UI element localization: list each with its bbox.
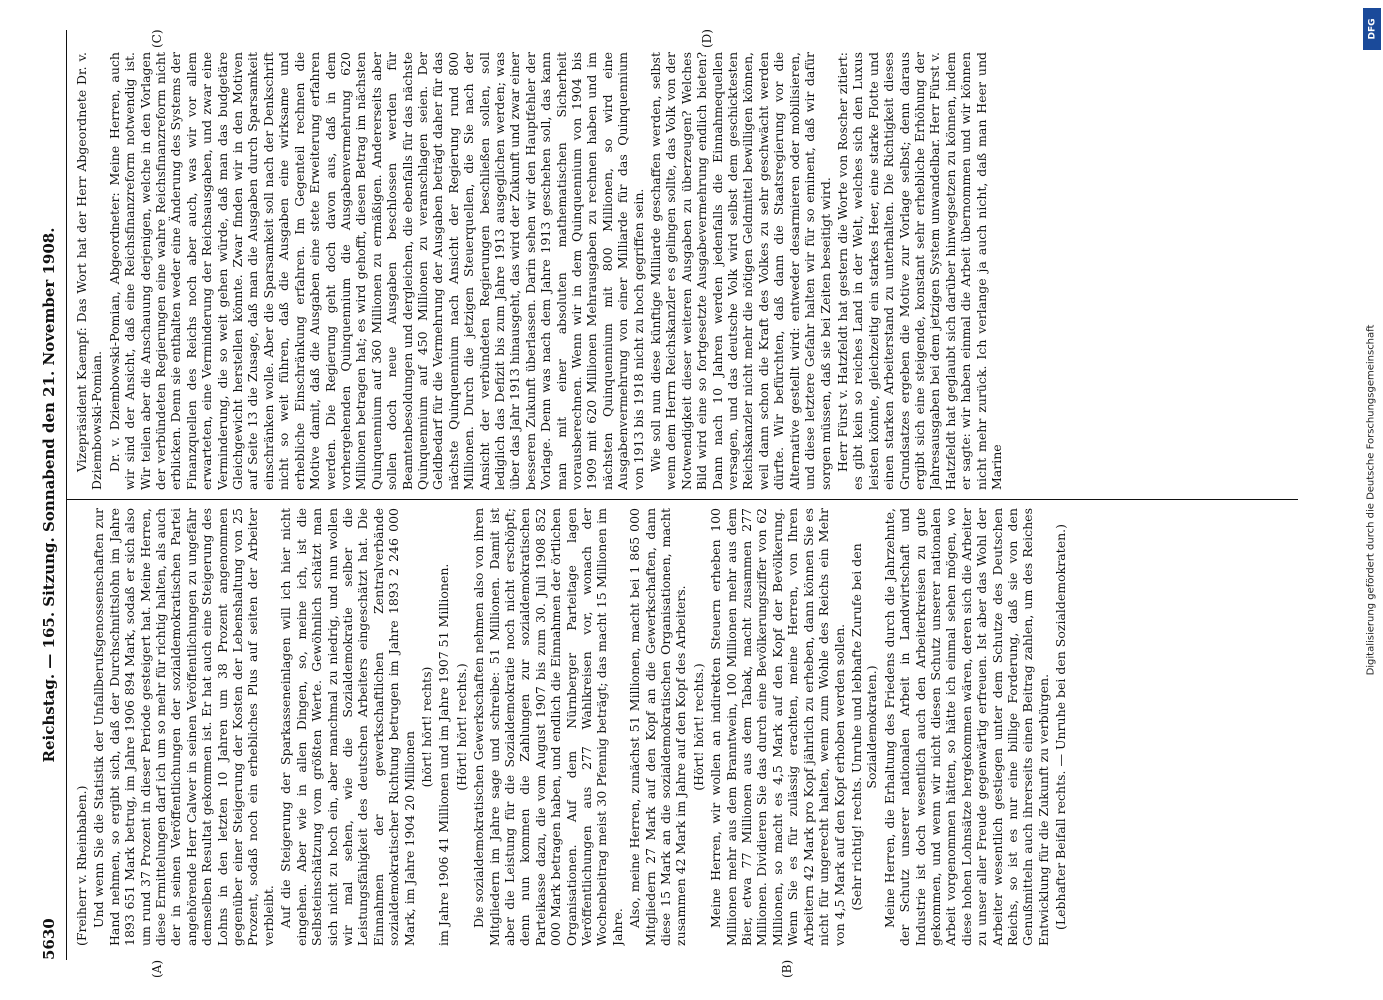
page-number: 5630 (40, 918, 58, 960)
header-rule (66, 30, 67, 960)
speaker-announcement: Vizepräsident Kaempf: Das Wort hat der Herr Abgeordnete Dr. v. Dziembowski-Pomian. (74, 52, 105, 490)
page-header (40, 30, 64, 960)
paragraph: Dr. v. Dziembowski-Pomian, Abgeordneter: Meine Herren, auch wir sind der Ansicht, daß eine Reichsfinanzreform notwendig ist. Wir teilen aber die Anschauung derjenigen, welche in den Vorlagen der verbündeten Regierungen eine wahre Reichsfinanzreform nicht erblicken. Denn sie enthalten weder eine Änderung des Systems der Finanzquellen des Reichs noch aber auch, was wir vor allem erwarteten, eine Verminderung der Reichsausgaben, und zwar eine Verminderung, die so weit gehen würde, daß man das budgetäre Gleichgewicht herstellen könnte. Zwar finden wir in den Motiven auf Seite 13 die Zusage, daß man die Ausgaben durch Sparsamkeit einschränken wolle. Aber die Sparsamkeit soll nach der Denkschrift nicht so weit führen, daß die Ausgaben eine wirksame und erhebliche Einschränkung erfahren. Im Gegenteil rechnen die Motive damit, daß die Ausgaben eine stete Erweiterung erfahren werden. Die Regierung geht doch davon aus, daß in dem vorhergehenden Quinquennium die Ausgabenvermehrung 620 Millionen betragen hat; es wird gehofft, diesen Betrag im nächsten Quinquennium auf 360 Millionen zu ermäßigen. Andererseits aber sollen doch neue Ausgaben beschlossen werden für Beamtenbesoldungen und dergleichen, die ebenfalls für das nächste Quinquennium auf 450 Millionen zu veranschlagen seien. Der Geldbedarf für die Vermehrung der Ausgaben beträgt daher für das nächste Quinquennium nach Ansicht der Regierung rund 800 Millionen. Durch die jetzigen Steuerquellen, die Sie nach der Ansicht der verbündeten Regierungen beschließen sollen, soll lediglich das Defizit bis zum Jahre 1913 ausgeglichen werden; was über das Jahr 1913 hinausgeht, das wird der Zukunft und zwar einer besseren Zukunft überlassen. Darin sehen wir den Hauptfehler der Vorlage. Denn was nach dem Jahre 1913 geschehen soll, das kann man mit einer absoluten mathematischen Sicherheit vorausberechnen. Wenn wir in dem Quinquennium von 1904 bis 1909 mit 620 Millionen Mehrausgaben zu rechnen haben und im nächsten Quinquennium mit 800 Millionen, so wird eine Ausgabenvermehrung von einer Milliarde für das Quinquennium von 1913 bis 1918 nicht zu hoch gegriffen sein. (106, 52, 646, 490)
paragraph: Herr Fürst v. Hatzfeldt hat gestern die Worte von Roscher zitiert: es gibt kein so reiches Land in der Welt, welches sich den Luxus leisten könnte, gleichzeitig ein starkes Heer, eine starke Flotte und einen starken Arbeiterstand zu unterhalten. Die Richtigkeit dieses Grundsatzes ergeben die Motive zur Vorlage selbst; denn daraus ergibt sich eine steigende, konstant sehr erhebliche Erhöhung der Jahresausgaben bei dem jetzigen System unwandelbar. Herr Fürst v. Hatzfeldt hat geglaubt sich darüber hinwegsetzen zu können, indem er sagte: wir haben einmal die Arbeit übernommen und wir können nicht mehr zurück. Ich verlange ja auch nicht, daß man Heer und Marine (834, 52, 1004, 490)
interjection: (Lebhafter Beifall rechts. — Unruhe bei den Sozialdemokraten.) (1053, 523, 1069, 931)
paragraph: Meine Herren, wir wollen an indirekten Steuern erheben 100 Millionen mehr aus dem Branntwein, 100 Millionen mehr aus dem Bier, etwa 77 Millionen aus dem Tabak, macht zusammen 277 Millionen. Dividieren Sie das durch eine Bevölkerungsziffer von 62 Millionen, so macht es 4,5 Mark auf den Kopf der Bevölkerung. Wenn Sie es für zulässig erachten, meine Herren, von Ihren Arbeitern 42 Mark pro Kopf jährlich zu erheben, dann können Sie es nicht für ungerecht halten, wenn zum Wohle des Reichs ein Mehr von 4,5 Mark auf den Kopf erhoben werden sollen. (708, 508, 847, 946)
margin-mark-b: (B) (780, 959, 794, 978)
paragraph: Auf die Steigerung der Sparkasseneinlagen will ich hier nicht eingehen. Aber wie in allen Dingen, so, meine ich, ist die Selbsteinschätzung vom größten Werte. Gewöhnlich schätzt man sich nicht zu hoch ein, aber manchmal zu niedrig, und nun wollen wir mal sehen, wie die Sozialdemokratie selber die Leistungsfähigkeit des deutschen Arbeiters eingeschätzt hat. Die Einnahmen der gewerkschaftlichen Zentralverbände sozialdemokratischer Richtung betrugen im Jahre 1893 2 246 000 Mark, im Jahre 1904 20 Millionen (278, 508, 417, 946)
speaker-continuation: (Freiherr v. Rheinbaben.) (74, 785, 89, 946)
paragraph: Wie soll nun diese künftige Milliarde geschaffen werden, selbst wenn dem Herrn Reichskanzler es gelingen sollte, das Volk von der Notwendigkeit dieser weiteren Ausgaben zu überzeugen? Welches Bild wird eine so fortgesetzte Ausgabevermehrung endlich bieten? Dann nach 10 Jahren werden jedenfalls die Einnahmequellen versagen, und das deutsche Volk wird selbst dem geschicktesten Reichskanzler nicht mehr die nötigen Geldmittel bewilligen können, weil dann schon die Kraft des Volkes zu sehr geschwächt werden dürfte. Wir befürchten, daß dann die Staatsregierung vor die Alternative gestellt wird: entweder desarmieren oder mobilisieren, und diese letztere Gefahr halten wir für so eminent, daß wir dafür sorgen müssen, daß sie bei Zeiten beseitigt wird. (648, 52, 833, 490)
margin-mark-c: (C) (150, 29, 164, 48)
header-title: Reichstag. — 165. Sitzung. Sonnabend den 21. November 1908. (40, 227, 58, 763)
right-column (74, 52, 1294, 490)
interjection: (hört! hört! rechts) (418, 666, 434, 788)
digitization-note: Digitalisierung gefördert durch die Deutsche Forschungsgemeinschaft (1365, 324, 1377, 676)
margin-mark-a: (A) (150, 959, 164, 978)
left-column (74, 508, 1294, 946)
paragraph: im Jahre 1906 41 Millionen und im Jahre 1907 51 Millionen. (436, 563, 452, 946)
margin-mark-d: (D) (700, 29, 714, 48)
interjection: (Hört! hört! rechts.) (453, 663, 469, 791)
paragraph: Also, meine Herren, zunächst 51 Millionen, macht bei 1 865 000 Mitgliedern 27 Mark auf den Kopf an die Gewerkschaften, dann diese 15 Mark an die sozialdemokratischen Organisationen, macht zusammen 42 Mark im Jahre auf den Kopf des Arbeiters. (627, 508, 689, 946)
column-divider (66, 499, 1298, 500)
interjection: (Sehr richtig! rechts. Unruhe und lebhafte Zurufe bei den Sozialdemokraten.) (848, 543, 880, 911)
dfg-logo: DFG (1363, 8, 1381, 50)
interjection: (Hört! hört! rechts.) (690, 663, 706, 791)
paragraph: Die sozialdemokratischen Gewerkschaften nehmen also von ihren Mitgliedern im Jahre sage und schreibe: 51 Millionen. Damit ist aber die Leistung für die Sozialdemokratie noch nicht erschöpft; denn nun kommen die Zahlungen zur sozialdemokratischen Parteikasse dazu, die vom August 1907 bis zum 30. Juli 1908 852 000 Mark betragen haben, und endlich die Einnahmen der örtlichen Organisationen. Auf dem Nürnberger Parteitage lagen Veröffentlichungen aus 277 Wahlkreisen vor, wonach der Wochenbeitrag meist 30 Pfennig beträgt; das macht 15 Millionen im Jahre. (471, 508, 625, 946)
paragraph: Und wenn Sie die Statistik der Unfallberufsgenossenschaften zur Hand nehmen, so ergibt sich, daß der Durchschnittslohn im Jahre 1893 651 Mark betrug, im Jahre 1906 894 Mark, sodaß er sich also um rund 37 Prozent in dieser Periode gesteigert hat. Meine Herren, diese Ermittelungen darf ich um so mehr für richtig halten, als auch der in seinen Veröffentlichungen der sozialdemokratischen Partei angehörende Herr Calwer in seinen Veröffentlichungen zu ungefähr demselben Resultat gekommen ist. Er hat auch eine Steigerung des Lohns in den letzten 10 Jahren um 38 Prozent angenommen gegenüber einer Steigerung der Kosten der Lebenshaltung von 25 Prozent, sodaß noch ein erhebliches Plus auf seiten der Arbeiter verbleibt. (91, 508, 276, 946)
paragraph: Meine Herren, die Erhaltung des Friedens durch die Jahrzehnte, der Schutz unserer nationalen Arbeit in Landwirtschaft und Industrie ist doch wesentlich auch den Arbeiterkreisen zu gute gekommen, und wenn wir nicht diesen Schutz unserer nationalen Arbeit vorgenommen hätten, so hätte ich einmal sehen mögen, wo diese hohen Lohnsätze hergekommen wären, deren sich die Arbeiter zu unser aller Freude gegenwärtig erfreuen. Ist aber das Wohl der Arbeiter wesentlich gestiegen unter dem Schutze des Deutschen Reichs, so ist es nur eine billige Forderung, daß sie von den Genußmitteln auch ihrerseits einen Beitrag zahlen, um des Reiches Entwicklung für die Zukunft zu verbürgen. (881, 508, 1051, 946)
